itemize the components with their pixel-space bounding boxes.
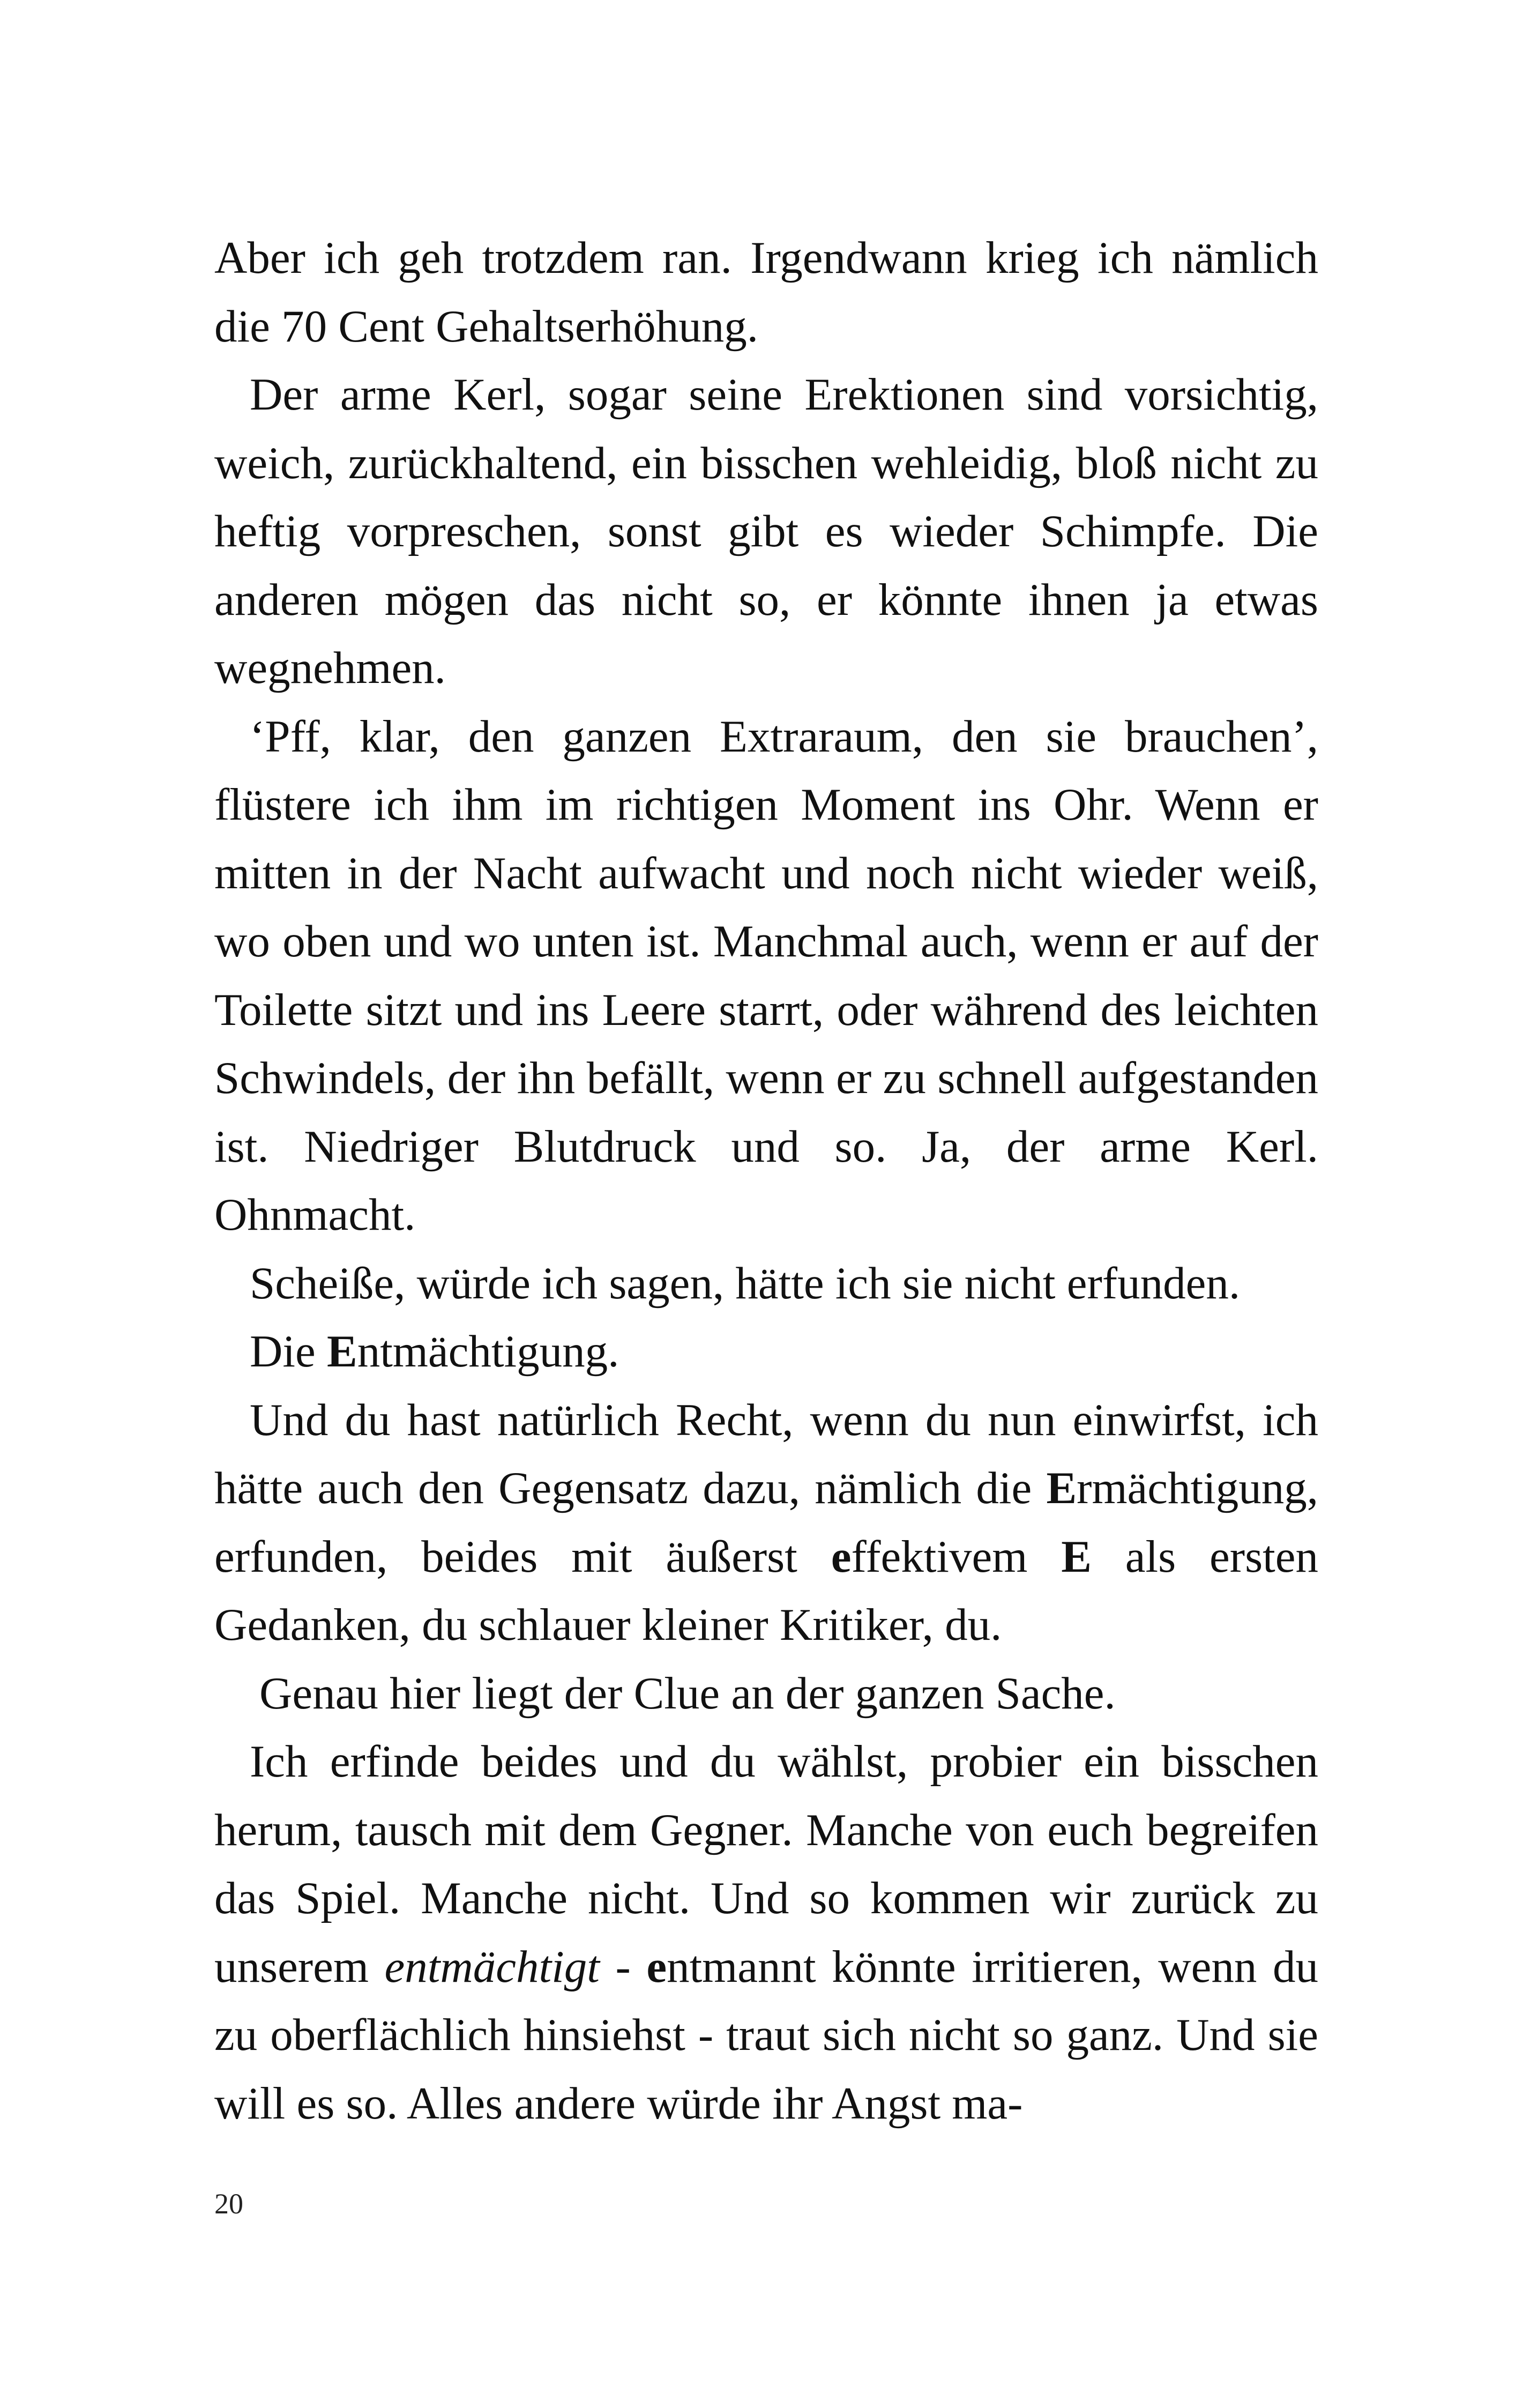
emphasized-letter: e: [646, 1941, 667, 1992]
emphasized-letter: E: [1046, 1463, 1077, 1513]
text-run: ffektivem: [851, 1531, 1062, 1582]
text-run: rmächtigung, erfunden, beides mit äußerst: [214, 1463, 1318, 1582]
paragraph-3: ‘Pff, klar, den ganzen Extraraum, den sie brauchen’, flüstere ich ihm im richtigen Moment ins Ohr. Wenn er mitten in der Nacht aufwacht und noch nicht wieder weiß, wo oben und wo unten ist. Manchmal auch, wenn er auf der Toilette sitzt und ins Leere starrt, oder während des leichten Schwindels, der ihn befällt, wenn er zu schnell aufgestanden ist. Niedriger Blutdruck und so. Ja, der arme Kerl. Ohnmacht.: [214, 711, 1318, 1240]
text-run: als ersten Gedanken, du schlauer kleiner Kritiker, du.: [214, 1531, 1318, 1650]
text-run: Ich erfinde beides und du wählst, probier ein bisschen herum, tausch mit dem Gegner. Manche von euch begreifen das Spiel. Manche nicht. Und so kommen wir zurück zu unserem: [214, 1736, 1318, 1992]
emphasized-letter: E: [326, 1326, 357, 1377]
body-text: [214, 224, 1318, 2138]
text-run: Die: [250, 1326, 327, 1377]
emphasized-letter: e: [831, 1531, 852, 1582]
italic-word: entmächtigt: [384, 1941, 600, 1992]
text-run: -: [599, 1941, 647, 1992]
paragraph-4: Scheiße, würde ich sagen, hätte ich sie nicht erfunden.: [250, 1258, 1241, 1309]
text-run: ntmannt könnte irritieren, wenn du zu oberflächlich hinsiehst - traut sich nicht so ganz. Und sie will es so. Alles andere würde ihr Angst ma-: [214, 1941, 1318, 2129]
paragraph-2: Der arme Kerl, sogar seine Erektionen sind vorsichtig, weich, zurückhaltend, ein bisschen wehleidig, bloß nicht zu heftig vorpreschen, sonst gibt es wieder Schimpfe. Die anderen mögen das nicht so, er könnte ihnen ja etwas wegnehmen.: [214, 369, 1318, 693]
page-number: 20: [214, 2188, 243, 2220]
text-run: ntmächtigung.: [357, 1326, 619, 1377]
text-run: Und du hast natürlich Recht, wenn du nun einwirfst, ich hätte auch den Gegensatz dazu, nämlich die: [214, 1394, 1318, 1513]
paragraph-8: [214, 1728, 1318, 2138]
paragraph-6: [214, 1386, 1318, 1660]
emphasized-letter: E: [1061, 1531, 1092, 1582]
paragraph-1: Aber ich geh trotzdem ran. Irgendwann krieg ich nämlich die 70 Cent Gehaltserhöhung.: [214, 233, 1318, 352]
paragraph-7: Genau hier liegt der Clue an der ganzen Sache.: [259, 1668, 1116, 1719]
paragraph-5: [214, 1318, 1318, 1386]
